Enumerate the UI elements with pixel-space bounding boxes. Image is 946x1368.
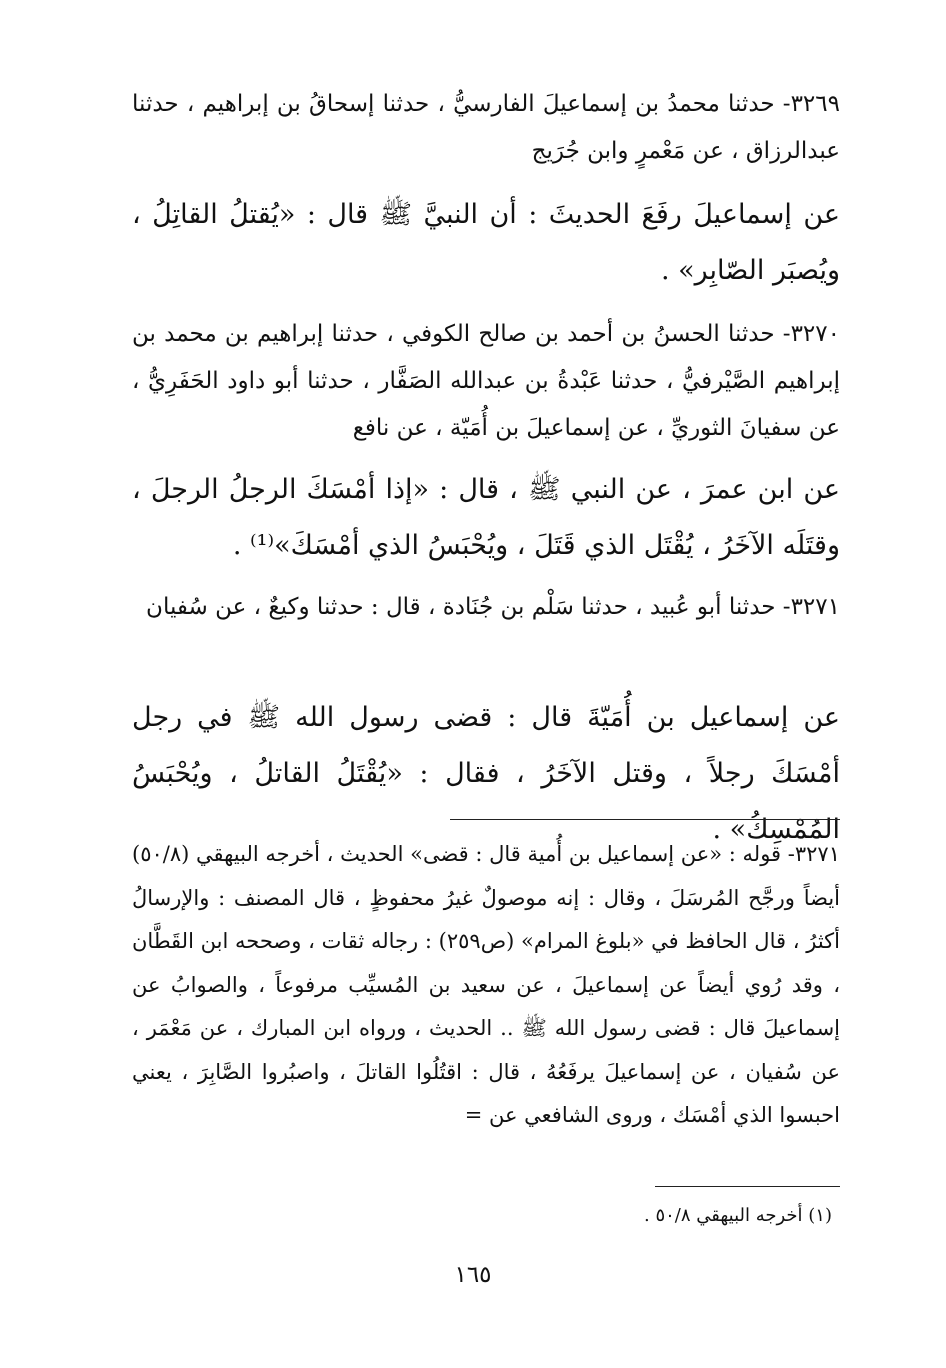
hadith-3270-isnad: ٣٢٧٠- حدثنا الحسنُ بن أحمد بن صالح الكوفي ، حدثنا إبراهيم بن محمد بن إبراهيم الصَّيْرفيُّ ، حدثنا عَبْدةُ بن عبدالله الصَفَّار ، حدثنا أبو داود الحَفَرِيُّ ، عن سفيانَ الثوريِّ ، عن إسماعيلَ بن أُمَيّة ، عن نافع bbox=[132, 321, 841, 441]
hadith-3269-matn: عن إسماعيلَ رفَعَ الحديثَ : أن النبيَّ ﷺ قال : «يُقتلُ القاتِلُ ، ويُصبَر الصّابِر» . bbox=[132, 199, 840, 286]
footnote-1: (١) أخرجه البيهقي ٥٠/٨ . bbox=[643, 1205, 832, 1226]
commentary-separator bbox=[450, 819, 840, 820]
commentary-3271: ٣٢٧١- قوله : «عن إسماعيل بن أُمية قال : قضى» الحديث ، أخرجه البيهقي (٥٠/٨) أيضاً ورجَّح المُرسَلَ ، وقال : إنه موصولٌ غيرُ محفوظٍ ، قال المصنف : والإرسالُ أكثرُ ، قال الحافظ في «بلوغ المرام» (ص٢٥٩) : رجاله ثقات ، وصححه ابن القَطَّان ، وقد رُوي أيضاً عن إسماعيلَ ، عن سعيد بن المُسيِّب مرفوعاً ، والصوابُ عن إسماعيلَ قال : قضى رسول الله ﷺ .. الحديث ، ورواه ابن المبارك ، عن مَعْمَر ، عن سُفيان ، عن إسماعيلَ يرفَعُهُ ، قال : اقتُلُوا القاتلَ ، واصبُروا الصَّابِرَ ، يعني احبسوا الذي أمْسَك ، وروى الشافعي عن = bbox=[131, 842, 840, 1127]
hadith-3271-isnad: ٣٢٧١- حدثنا أبو عُبيد ، حدثنا سَلْم بن جُنَادة ، قال : حدثنا وكيعٌ ، عن سُفيان bbox=[146, 594, 840, 620]
hadith-3271-matn: عن إسماعيل بن أُمَيّةَ قال : قضى رسول الله ﷺ في رجل أمْسَكَ رجلاً ، وقتل الآخَرُ ، فقال : «يُقْتَلُ القاتلُ ، ويُحْبَسُ المُمْسِكُ» . bbox=[132, 702, 840, 845]
hadith-3269-isnad: ٣٢٦٩- حدثنا محمدُ بن إسماعيلَ الفارسيُّ ، حدثنا إسحاقُ بن إبراهيم ، حدثنا عبدالرزاق ، عن مَعْمرٍ وابن جُرَيج bbox=[132, 91, 840, 164]
footnote-separator bbox=[655, 1186, 840, 1187]
page-number: ١٦٥ bbox=[454, 1262, 492, 1288]
hadith-3270-matn: عن ابن عمرَ ، عن النبي ﷺ ، قال : «إذا أمْسَكَ الرجلُ الرجلَ ، وقتَلَه الآخَرُ ، يُقْتَل الذي قَتَلَ ، ويُحْبَسُ الذي أمْسَكَ»⁽¹⁾ . bbox=[132, 474, 840, 561]
